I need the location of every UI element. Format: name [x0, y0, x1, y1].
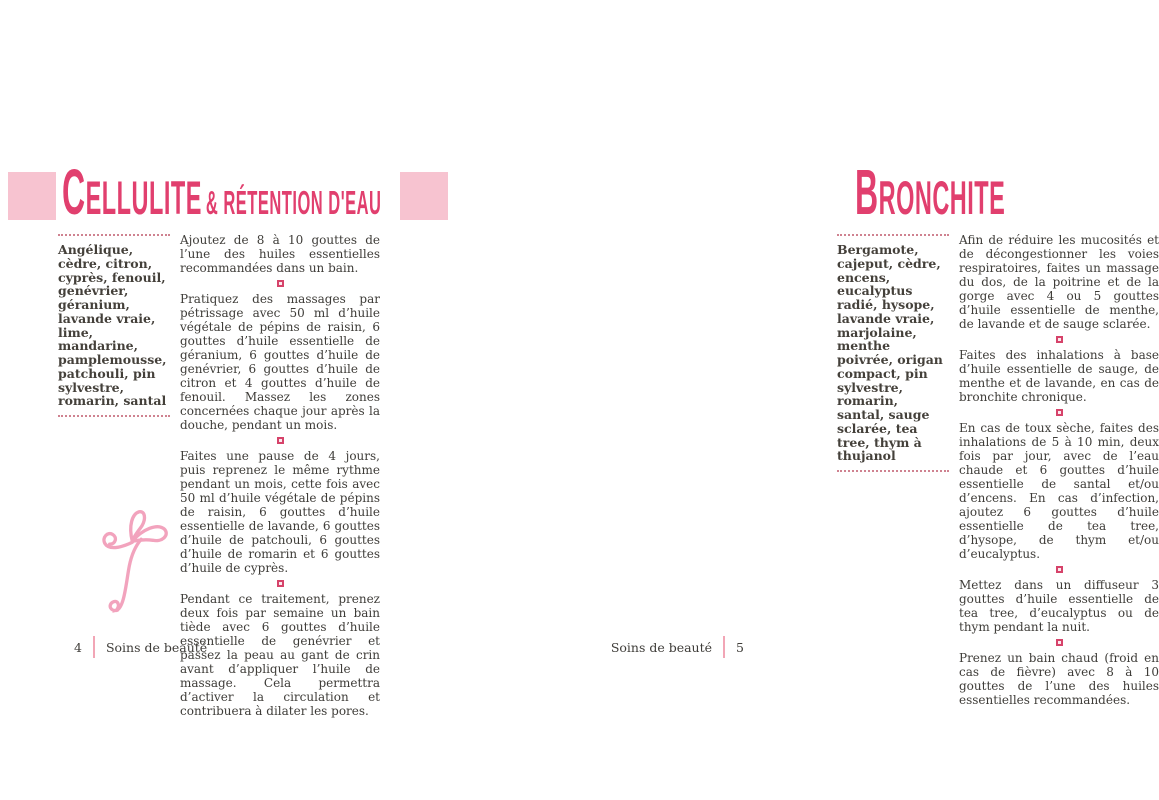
essential-oils-list: Bergamote, cajeput, cèdre, encens, eucalyptus radié, hysope, lavande vraie, marjolaine, menthe poivrée, origan compact, pin sylvestre, romarin, santal, sauge sclarée, tea tree, thym à thujanol — [837, 242, 943, 464]
chapter-title-bronchite — [855, 155, 1009, 229]
square-ornament-icon — [1056, 566, 1063, 573]
flourish-ornament-icon — [72, 498, 167, 616]
paragraph: Faites une pause de 4 jours, puis reprenez le même rythme pendant un mois, cette fois avec 50 ml d’huile végétale de pépins de raisin, 6 gouttes d’huile essentielle de lavande, 6 gouttes d’huile de patchouli, 6 gouttes d’huile de romarin et 6 gouttes d’huile de cyprès. — [180, 449, 380, 575]
paragraph-separator — [959, 566, 1159, 573]
essential-oils-column — [837, 232, 949, 472]
essential-oils-column — [58, 232, 170, 417]
square-ornament-icon — [277, 580, 284, 587]
chapter-accent-square — [8, 172, 56, 220]
square-ornament-icon — [1056, 336, 1063, 343]
essential-oils-list: Angélique, cèdre, citron, cyprès, fenouil, genévrier, géranium, lavande vraie, lime, mandarine, pamplemousse, patchouli, pin sylvestre, romarin, santal — [58, 242, 167, 409]
dotted-divider — [58, 415, 170, 417]
square-ornament-icon — [277, 280, 284, 287]
title-main: ELLULITE — [85, 171, 202, 224]
page-number: 5 — [736, 639, 744, 655]
paragraph: Mettez dans un diffuseur 3 gouttes d’huile essentielle de tea tree, d’eucalyptus ou de thym pendant la nuit. — [959, 578, 1159, 634]
paragraph-separator — [180, 437, 380, 444]
paragraph: Pratiquez des massages par pétrissage avec 50 ml d’huile végétale de pépins de raisin, 6 gouttes d’huile essentielle de géranium, 6 gouttes d’huile de genévrier, 6 gouttes d’huile de citron et 4 gouttes d’huile de fenouil. Massez les zones concernées chaque jour après la douche, pendant un mois. — [180, 292, 380, 432]
chapter-title-cellulite — [62, 155, 381, 229]
page-footer-left — [74, 636, 207, 658]
content-columns — [837, 232, 1159, 707]
dotted-divider — [58, 234, 170, 236]
page-left — [0, 0, 400, 800]
title-initial: C — [62, 156, 86, 228]
instructions-column — [180, 232, 380, 718]
section-title: Soins de beauté — [105, 639, 208, 655]
dotted-divider — [837, 234, 949, 236]
square-ornament-icon — [1056, 409, 1063, 416]
footer-divider — [723, 636, 725, 658]
paragraph-separator — [180, 580, 380, 587]
paragraph-separator — [180, 280, 380, 287]
title-initial: B — [855, 156, 879, 228]
square-ornament-icon — [1056, 639, 1063, 646]
chapter-accent-square — [400, 172, 448, 220]
page-number: 4 — [74, 639, 82, 655]
paragraph: Afin de réduire les mucosités et de décongestionner les voies respiratoires, faites un massage du dos, de la poitrine et de la gorge avec 4 ou 5 gouttes d’huile essentielle de menthe, de lavande et de sauge sclarée. — [959, 233, 1159, 331]
title-subtitle: & RÉTENTION D'EAU — [205, 184, 382, 221]
title-main: RONCHITE — [878, 171, 1006, 224]
paragraph-separator — [959, 336, 1159, 343]
section-title: Soins de beauté — [610, 639, 713, 655]
paragraph: En cas de toux sèche, faites des inhalations de 5 à 10 min, deux fois par jour, avec de l’eau chaude et 6 gouttes d’huile essentielle de santal et/ou d’encens. En cas d’infection, ajoutez 6 gouttes d’huile essentielle de tea tree, d’hysope, de thym et/ou d’eucalyptus. — [959, 421, 1159, 561]
page-footer-right — [611, 636, 744, 658]
paragraph: Ajoutez de 8 à 10 gouttes de l’une des huiles essentielles recommandées dans un bain. — [180, 233, 380, 275]
page-right — [400, 0, 1159, 800]
paragraph-separator — [959, 639, 1159, 646]
paragraph: Prenez un bain chaud (froid en cas de fièvre) avec 8 à 10 gouttes de l’une des huiles essentielles recommandées. — [959, 651, 1159, 707]
footer-divider — [93, 636, 95, 658]
paragraph: Faites des inhalations à base d’huile essentielle de sauge, de menthe et de lavande, en cas de bronchite chronique. — [959, 348, 1159, 404]
paragraph-separator — [959, 409, 1159, 416]
paragraph: Pendant ce traitement, prenez deux fois par semaine un bain tiède avec 6 gouttes d’huile essentielle de genévrier et passez la peau au gant de crin avant d’appliquer l’huile de massage. Cela permettra d’activer la circulation et contribuera à dilater les pores. — [180, 592, 380, 718]
square-ornament-icon — [277, 437, 284, 444]
dotted-divider — [837, 470, 949, 472]
instructions-column — [959, 232, 1159, 707]
